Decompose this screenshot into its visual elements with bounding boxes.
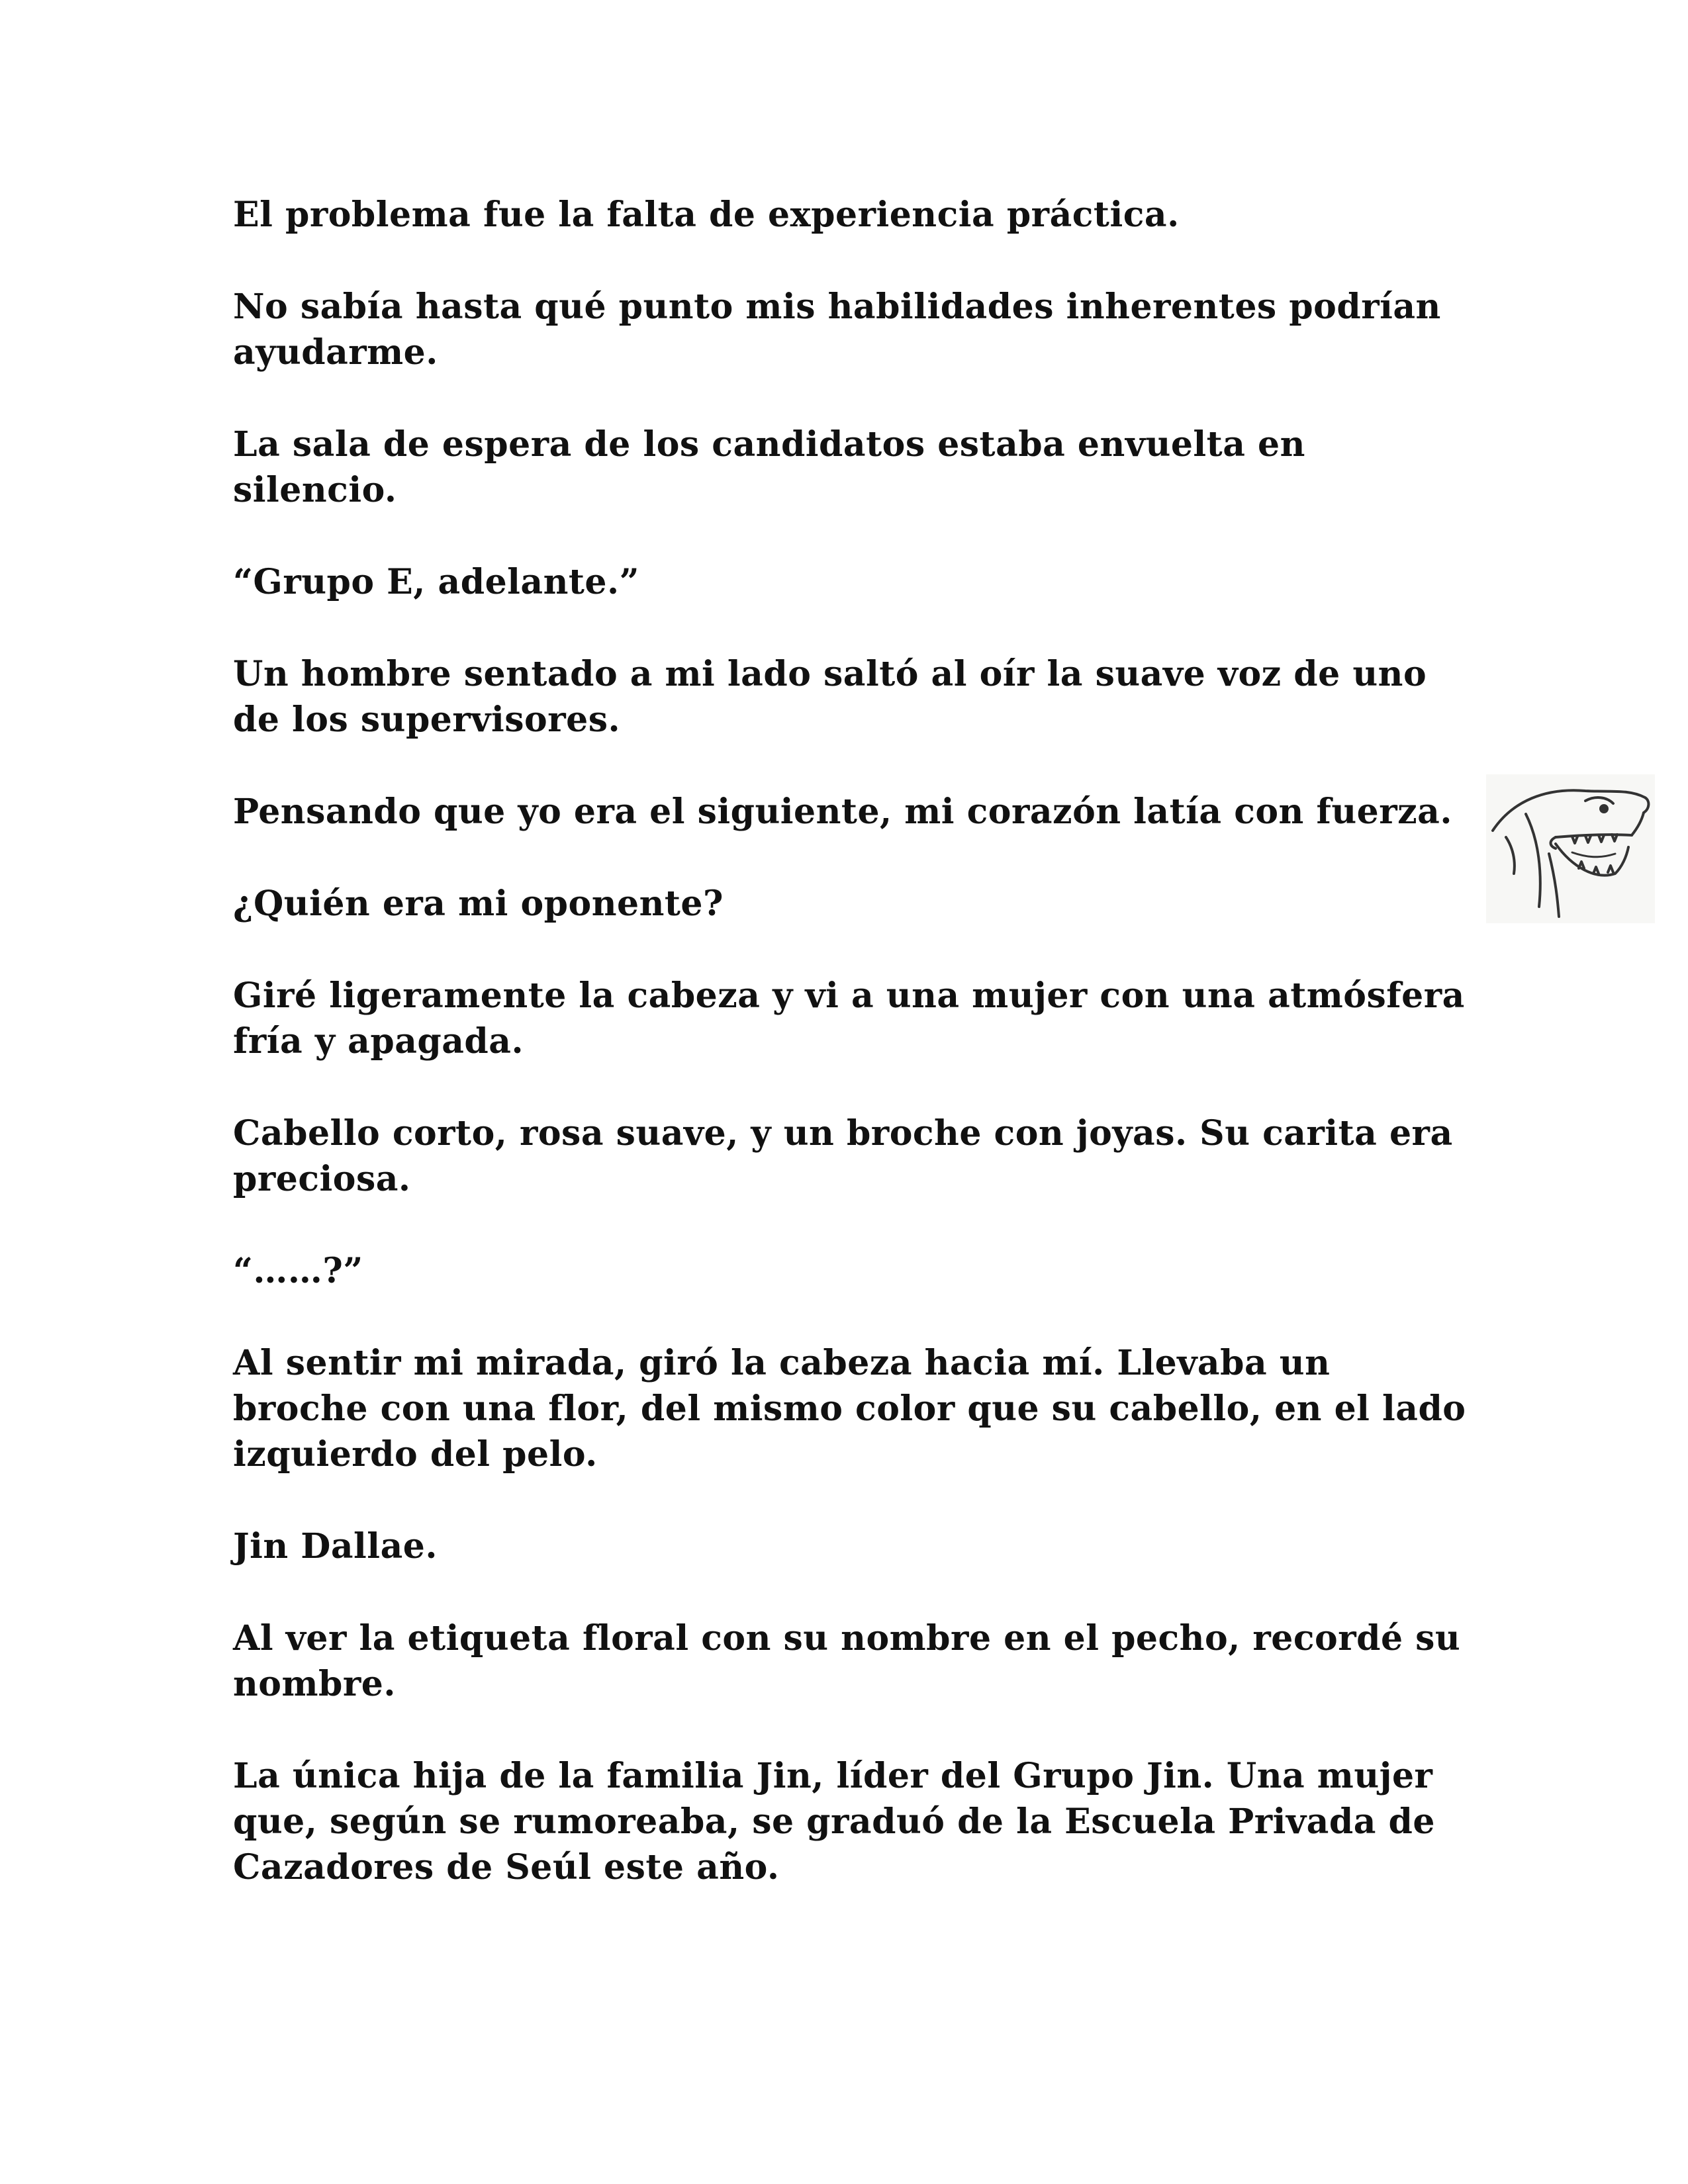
paragraph: La sala de espera de los candidatos estaba envuelta en silencio. — [233, 424, 1305, 510]
paragraph: Pensando que yo era el siguiente, mi corazón latía con fuerza. — [233, 792, 1452, 832]
dinosaur-head-icon — [1486, 774, 1655, 923]
paragraph: “……?” — [233, 1251, 363, 1291]
body-text — [233, 192, 1471, 1936]
paragraph: Al sentir mi mirada, giró la cabeza hacia mí. Llevaba un broche con una flor, del mismo color que su cabello, en el lado izquierdo del pelo. — [233, 1343, 1466, 1475]
paragraph: Cabello corto, rosa suave, y un broche con joyas. Su carita era preciosa. — [233, 1113, 1453, 1199]
paragraph: “Grupo E, adelante.” — [233, 562, 640, 602]
paragraph: Jin Dallae. — [233, 1526, 438, 1567]
paragraph: La única hija de la familia Jin, líder del Grupo Jin. Una mujer que, según se rumoreaba, se graduó de la Escuela Privada de Cazadores de Seúl este año. — [233, 1756, 1435, 1888]
paragraph: El problema fue la falta de experiencia práctica. — [233, 195, 1180, 235]
paragraph: Un hombre sentado a mi lado saltó al oír la suave voz de uno de los supervisores. — [233, 654, 1427, 740]
paragraph: No sabía hasta qué punto mis habilidades inherentes podrían ayudarme. — [233, 287, 1441, 373]
paragraph: ¿Quién era mi oponente? — [233, 884, 724, 924]
paragraph: Al ver la etiqueta floral con su nombre en el pecho, recordé su nombre. — [233, 1618, 1461, 1704]
paragraph: Giré ligeramente la cabeza y vi a una mujer con una atmósfera fría y apagada. — [233, 976, 1465, 1062]
